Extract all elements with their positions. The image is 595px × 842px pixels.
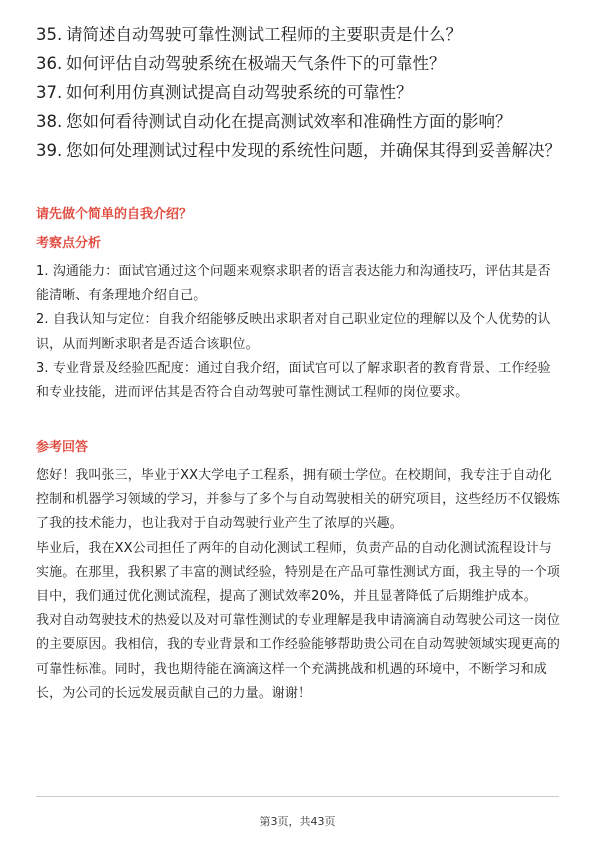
footer-divider — [36, 796, 559, 797]
intro-question-section — [36, 205, 560, 225]
question-number: 36. — [36, 54, 63, 73]
question-item — [36, 22, 564, 48]
analysis-section — [36, 234, 560, 405]
question-text: 您如何看待测试自动化在提高测试效率和准确性方面的影响？ — [66, 112, 512, 131]
question-item — [36, 109, 564, 135]
answer-section — [36, 438, 560, 706]
answer-paragraph: 您好！我叫张三，毕业于XX大学电子工程系，拥有硕士学位。在校期间，我专注于自动化控制和机器学习领域的学习，并参与了多个与自动驾驶相关的研究项目，这些经历不仅锻炼了我的技术能力，也让我对于自动驾驶行业产生了浓厚的兴趣。 — [36, 468, 561, 532]
question-text: 如何评估自动驾驶系统在极端天气条件下的可靠性？ — [66, 54, 446, 73]
question-item — [36, 80, 564, 106]
question-number: 39. — [36, 141, 63, 160]
analysis-point: 3. 专业背景及经验匹配度：通过自我介绍，面试官可以了解求职者的教育背景、工作经验和专业技能，进而评估其是否符合自动驾驶可靠性测试工程师的岗位要求。 — [36, 360, 551, 401]
question-text: 请简述自动驾驶可靠性测试工程师的主要职责是什么？ — [66, 25, 462, 44]
question-list — [36, 22, 564, 167]
analysis-point: 2. 自我认知与定位：自我介绍能够反映出求职者对自己职业定位的理解以及个人优势的认识，从而判断求职者是否适合该职位。 — [36, 312, 551, 352]
question-item — [36, 51, 564, 77]
intro-question-heading: 请先做个简单的自我介绍？ — [36, 207, 193, 222]
question-item — [36, 138, 564, 164]
question-text: 如何利用仿真测试提高自动驾驶系统的可靠性？ — [66, 83, 413, 102]
analysis-point: 1. 沟通能力：面试官通过这个问题来观察求职者的语言表达能力和沟通技巧，评估其是否能清晰、有条理地介绍自己。 — [36, 264, 551, 304]
question-number: 38. — [36, 112, 63, 131]
question-text: 您如何处理测试过程中发现的系统性问题，并确保其得到妥善解决？ — [66, 141, 561, 160]
question-number: 35. — [36, 25, 63, 44]
answer-paragraph: 毕业后，我在XX公司担任了两年的自动化测试工程师，负责产品的自动化测试流程设计与实施。在那里，我积累了丰富的测试经验，特别是在产品可靠性测试方面，我主导的一个项目中，我们通过优化测试流程，提高了测试效率20%，并且显著降低了后期维护成本。 — [36, 540, 561, 605]
answer-heading: 参考回答 — [36, 440, 89, 455]
page-number: 第3页，共43页 — [259, 815, 336, 828]
question-number: 37. — [36, 83, 63, 102]
analysis-heading: 考察点分析 — [36, 236, 102, 251]
answer-paragraph: 我对自动驾驶技术的热爱以及对可靠性测试的专业理解是我申请滴滴自动驾驶公司这一岗位的主要原因。我相信，我的专业背景和工作经验能够帮助贵公司在自动驾驶领域实现更高的可靠性标准。同时，我也期待能在滴滴这样一个充满挑战和机遇的环境中，不断学习和成长，为公司的长远发展贡献自己的力量。谢谢！ — [36, 613, 561, 701]
